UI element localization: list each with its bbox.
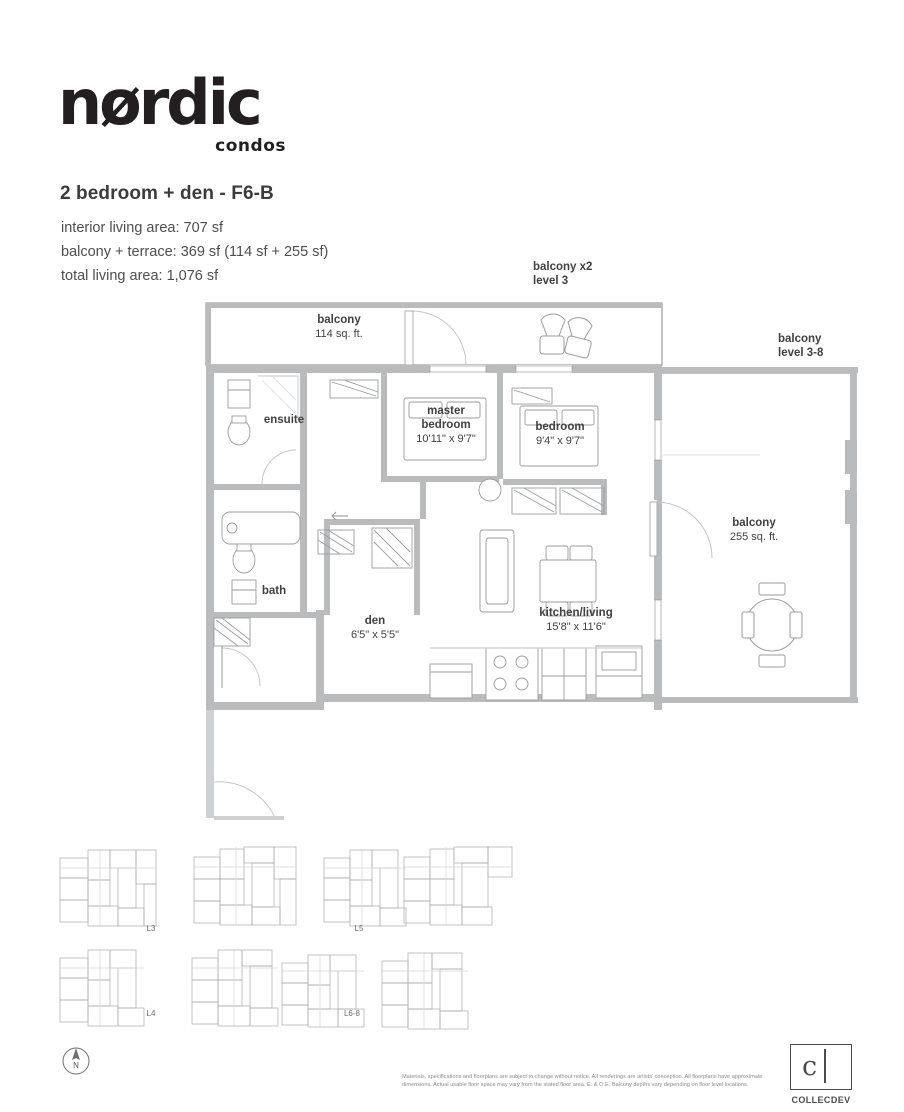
developer-logo-letter: c [802, 1051, 818, 1082]
label-balcony-top: balcony 114 sq. ft. [315, 314, 363, 340]
developer-logo-mark [790, 1044, 852, 1090]
page-title: 2 bedroom + den - F6-B [60, 183, 274, 204]
keyplan-svg [52, 845, 522, 1045]
keyplan-label-l6-8: L6-8 [343, 1009, 360, 1018]
label-balcony-x2: balcony x2 level 3 [533, 261, 593, 287]
keyplan-label-l4: L4 [146, 1009, 156, 1018]
label-bedroom: bedroom 9'4" x 9'7" [535, 421, 585, 447]
label-ensuite: ensuite [263, 414, 305, 426]
north-arrow [61, 1046, 91, 1076]
stat-balcony-area: balcony + terrace: 369 sf (114 sf + 255 sf) [61, 244, 329, 260]
brand-logo-wordmark: nørdic [58, 66, 260, 139]
label-bath: bath [261, 585, 287, 597]
brand-logo-subtitle: condos [215, 136, 286, 156]
disclaimer-text: Materials, specifications and floorplans are subject to change without notice. All renderings are artists' conception. All floorplans have approximate dimensions. Actual usable floor space may vary from the stated floor area. E. & O.E. Balcony depths vary depending on floor level locations. [402, 1074, 763, 1089]
label-balcony-right-level: balcony level 3-8 [778, 333, 824, 359]
label-den: den 6'5" x 5'5" [350, 615, 400, 641]
developer-logo-bar [824, 1049, 826, 1083]
keyplan-label-l3: L3 [146, 924, 156, 933]
label-master-bedroom: master bedroom 10'11" x 9'7" [416, 405, 476, 445]
stat-interior-area: interior living area: 707 sf [61, 220, 223, 236]
label-balcony-large: balcony 255 sq. ft. [729, 517, 779, 543]
north-arrow-letter: N [73, 1061, 79, 1070]
label-kitchen-living: kitchen/living 15'8" x 11'6" [539, 607, 613, 633]
developer-logo [779, 1044, 863, 1105]
keyplan-label-l5: L5 [354, 924, 364, 933]
stat-total-area: total living area: 1,076 sf [61, 268, 219, 284]
developer-logo-name: COLLECDEV [791, 1095, 851, 1105]
